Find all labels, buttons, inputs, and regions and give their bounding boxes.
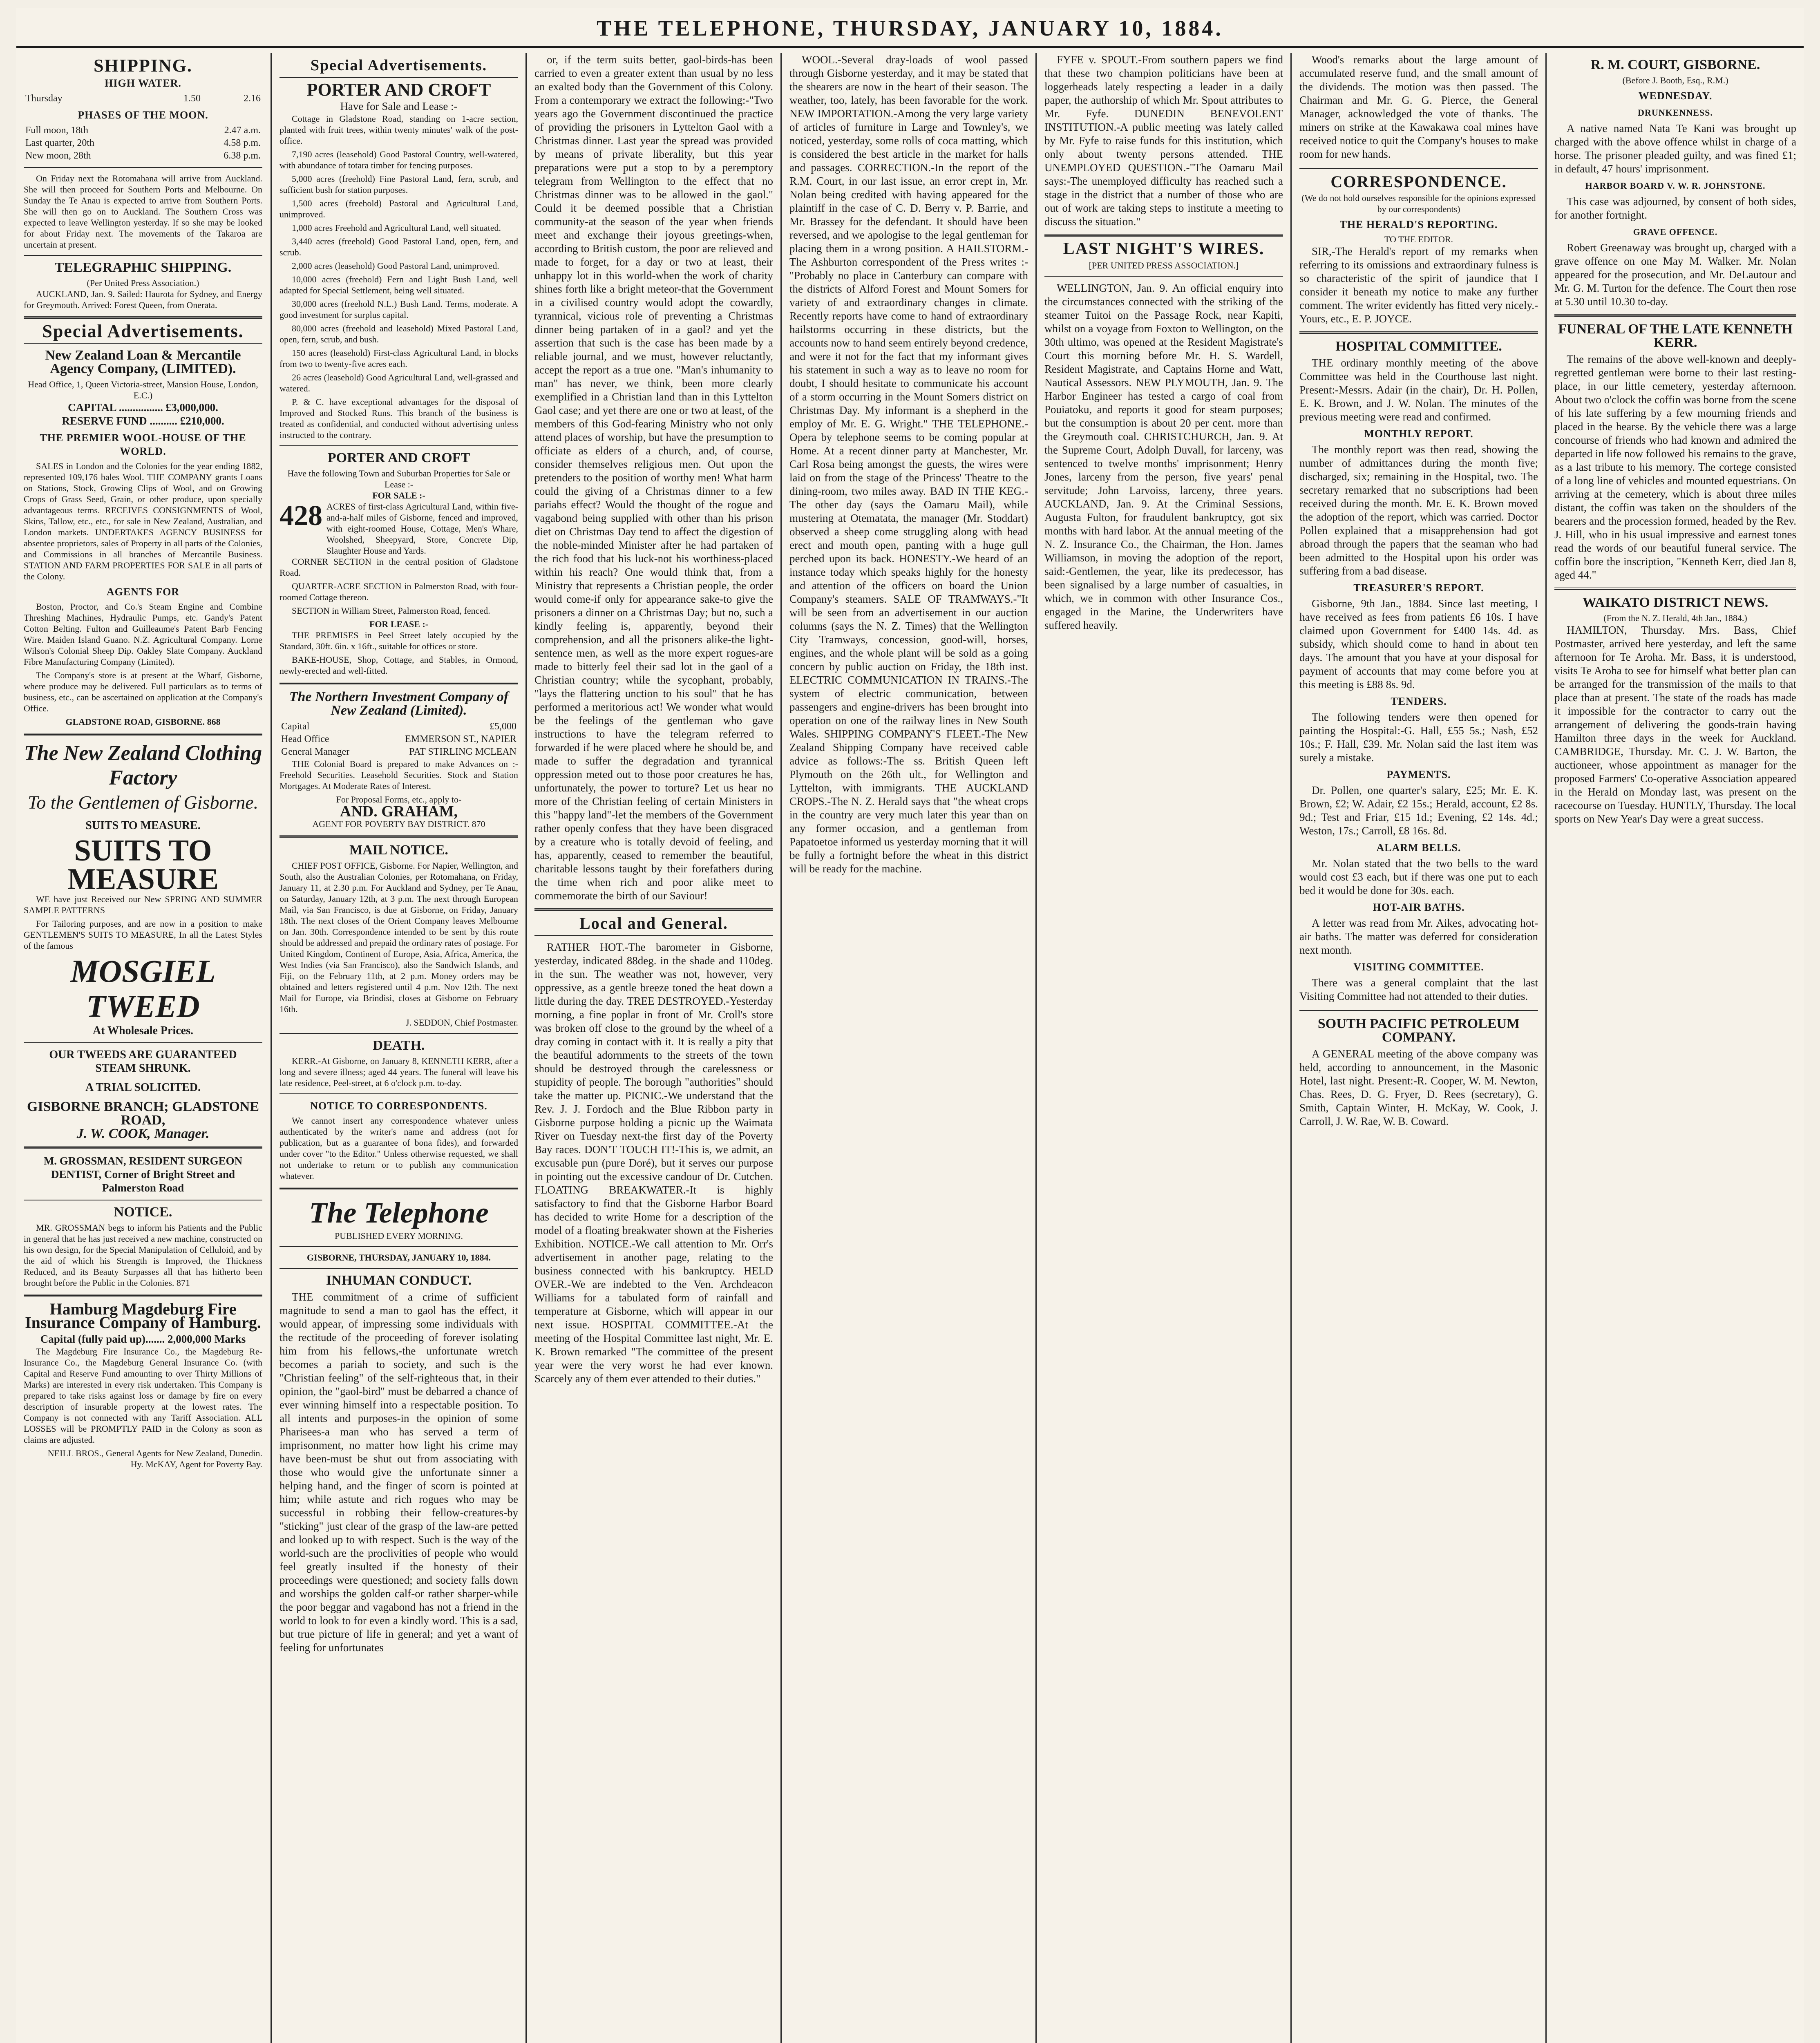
divider: [279, 1268, 518, 1269]
guaranteed-line: OUR TWEEDS ARE GUARANTEED: [49, 1048, 237, 1061]
tide-table: [24, 92, 262, 105]
nzloan-body: SALES in London and the Colonies for the year ending 1882, represented 109,176 bales Wool. THE COMPANY grants Loans on Stations, Stock, Growing Clips of Wool, and on Growing Crops of Grass Seed, Grain, or other produce, upon specially advantageous terms. RECEIVES CONSIGNMENTS of Wool, Skins, Tallow, etc., etc., for sale in New Zealand, Australian, and London markets. UNDERTAKES AGENCY BUSINESS for absentee proprietors, sales of Property in all parts of the Colonies, and Commissions in all branches of Mercantile Business. STATION AND FARM PROPERTIES FOR SALE in all parts of the Colony.: [24, 461, 262, 581]
hamburg-capital: Capital (fully paid up)....... 2,000,000 Marks: [40, 1333, 246, 1345]
divider: [24, 1146, 262, 1149]
list-item: 26 acres (leasehold) Good Agricultural Land, well-grassed and watered.: [279, 372, 518, 393]
graham-name: AND. GRAHAM,: [340, 803, 458, 820]
gisborne-address: GLADSTONE ROAD, GISBORNE. 868: [65, 717, 221, 727]
cell: £5,000: [490, 721, 516, 732]
wires-heading: LAST NIGHT'S WIRES.: [1063, 239, 1265, 258]
column-2: [272, 53, 525, 2043]
waikato-body: HAMILTON, Thursday. Mrs. Bass, Chief Postmaster, arrived here yesterday, and left the same afternoon for Te Aroha. Mr. Bass, it is understood, visits Te Aroha to see for himself what better plan can be arranged for the transmission of the mails to that place than at present. The state of the roads has made it impossible for the contractor to carry out the arrangement of delivering the goods-train having Hamilton three days in the week for Auckland. CAMBRIDGE, Thursday. Mr. C. J. W. Barton, the auctioneer, whose appointment as manager for the proposed Farmers' Co-operative Association appeared in the Herald on Monday last, was present on the racecourse on Tuesday. HUNTLY, Thursday. The local sports on New Year's Day were a great success.: [1554, 624, 1796, 825]
news-body: FYFE v. SPOUT.-From southern papers we find that these two champion politicians have been at loggerheads lately respecting a leader in a daily paper, the authorship of which Mr. Spout attributes to Mr. Fyfe. DUNEDIN BENEVOLENT INSTITUTION.-A public meeting was lately called by Mr. Fyfe to raise funds for this institution, which only about twenty persons attended. THE UNEMPLOYED QUESTION.-"The Oamaru Mail says:-The unemployed difficulty has reached such a stage in the district that a number of those who are out of work are taking steps to institute a meeting to discuss the situation.": [1044, 54, 1283, 228]
column-6: [1292, 53, 1545, 2043]
special-ads-heading: Special Advertisements.: [310, 57, 487, 74]
nzloan-reserve: RESERVE FUND .......... £210,000.: [62, 415, 224, 427]
harbor-heading: HARBOR BOARD V. W. R. JOHNSTONE.: [1585, 181, 1766, 191]
divider: [1044, 234, 1283, 237]
column-rule: [1035, 53, 1037, 2043]
william-street: SECTION in William Street, Palmerston Road, fenced.: [292, 606, 490, 616]
trial-line: A TRIAL SOLICITED.: [85, 1081, 201, 1094]
petroleum-heading: SOUTH PACIFIC PETROLEUM COMPANY.: [1317, 1016, 1520, 1045]
offence-heading: GRAVE OFFENCE.: [1633, 227, 1718, 237]
death-body: KERR.-At Gisborne, on January 8, KENNETH KERR, after a long and severe illness; aged 44 years. The funeral will leave his late residence, Peel-street, at 6 o'clock p.m. to-day.: [279, 1056, 518, 1088]
column-7: [1547, 53, 1804, 2043]
tweed-heading: TWEED: [86, 988, 200, 1024]
payments-body: Dr. Pollen, one quarter's salary, £25; Mr. E. K. Brown, £2; W. Adair, £2 15s.; Herald, account, £2 8s. 9d.; Test and Friar, £15 1d.; Evening, £2 14s. 4d.; Weston, 17s.; Carroll, £8 16s. 8d.: [1299, 784, 1538, 837]
agents-list: Boston, Proctor, and Co.'s Steam Engine and Combine Threshing Machines, Hydraulic Pumps, etc. Gandy's Patent Cotton Belting. Fulton and Guilleaume's Patent Barb Fencing Wire. Maiden Island Guano. N.Z. Agricultural Company. Lorne Wilson's Colonial Sheep Dip. Oakley Slate Company. Auckland Fibre Manufacturing Company (Limited).: [24, 601, 262, 667]
divider: [24, 343, 262, 344]
divider: [24, 1294, 262, 1296]
northern-title: The Northern Investment Company of New Zealand (Limited).: [289, 689, 509, 718]
herald-body: SIR,-The Herald's report of my remarks when referring to its omissions and extraordinary fulness is so characteristic of the spirit of jaundice that I consider it beneath my notice to make any further comment. The writer evidently has fitted very nicely.-Yours, etc., E. P. JOYCE.: [1299, 245, 1538, 325]
list-item: 5,000 acres (freehold) Fine Pastoral Land, fern, scrub, and sufficient bush for station purposes.: [279, 174, 518, 195]
hospital-body: THE ordinary monthly meeting of the above Committee was held in the Courthouse last night. Present:-Messrs. Adair (in the chair), Dr. H. Pollen, E. K. Brown, and J. W. Nolan. The minutes of the previous meeting were read and confirmed.: [1299, 357, 1538, 423]
cell: PAT STIRLING MCLEAN: [409, 747, 516, 757]
wires-source: [PER UNITED PRESS ASSOCIATION.]: [1089, 260, 1239, 270]
moon-phase: Full moon, 18th: [25, 125, 89, 136]
moon-heading: PHASES OF THE MOON.: [78, 109, 208, 121]
colonial-board: THE Colonial Board is prepared to make Advances on :- Freehold Securities. Leasehold Securities. Stock and Station Mortgages. At Moderate Rates of Interest.: [279, 759, 518, 791]
spring-patterns: WE have just Received our New SPRING AND SUMMER SAMPLE PATTERNS: [24, 894, 262, 915]
acres-number: 428: [279, 500, 322, 532]
column-rule: [1545, 53, 1547, 2043]
porter-croft-sub: Have for Sale and Lease :-: [340, 100, 458, 112]
correspondents-heading: NOTICE TO CORRESPONDENTS.: [310, 1100, 487, 1112]
telegraphic-body: AUCKLAND, Jan. 9. Sailed: Haurota for Sydney, and Energy for Greymouth. Arrived: Forest Queen, from Onerata.: [24, 289, 262, 310]
correspondence-heading: CORRESPONDENCE.: [1330, 172, 1507, 191]
column-3: [527, 53, 780, 2043]
agents-heading: AGENTS FOR: [106, 586, 180, 598]
rm-court-sub: (Before J. Booth, Esq., R.M.): [1622, 75, 1728, 85]
neill-bros: NEILL BROS., General Agents for New Zealand, Dunedin.: [47, 1448, 262, 1458]
table-row: [279, 720, 518, 733]
list-item: 80,000 acres (freehold and leasehold) Mixed Pastoral Land, open, fern, scrub, and bush.: [279, 323, 518, 344]
mail-notice-sign: J. SEDDON, Chief Postmaster.: [406, 1017, 518, 1028]
monthly-heading: MONTHLY REPORT.: [1364, 428, 1473, 440]
peel-street: THE PREMISES in Peel Street lately occupied by the Standard, 30ft. 6in. x 16ft., suitable for offices or store.: [279, 630, 518, 651]
column-rule: [525, 53, 527, 2043]
newspaper-page: [16, 8, 1804, 2043]
table-row: [279, 746, 518, 758]
payments-heading: PAYMENTS.: [1386, 769, 1451, 780]
divider: [279, 1033, 518, 1034]
rm-court-body: A native named Nata Te Kani was brought up charged with the above offence whilst in charge of a horse. The prisoner pleaded guilty, and was fined £1; in default, 47 hours' imprisonment.: [1554, 122, 1796, 175]
divider: [1299, 331, 1538, 334]
mosgiel-heading: MOSGIEL: [70, 953, 216, 989]
divider: [279, 1187, 518, 1189]
column-rule: [1290, 53, 1292, 2043]
list-item: 10,000 acres (freehold) Fern and Light Bush Land, well adapted for Special Settlement, being well situated.: [279, 274, 518, 295]
notice-body: MR. GROSSMAN begs to inform his Patients and the Public in general that he has just received a new machine, constructed on his own design, for the Special Manipulation of Celluloid, and by the aid of which his Strength is Improved, the Thickness Reduced, and its Beauty Surpasses all that has hitherto been brought before the Public in the Colonies. 871: [24, 1223, 262, 1288]
tenders-body: The following tenders were then opened for painting the Hospital:-G. Hall, £55 5s.; Nash, £52 10s.; F. Hall, £39. Mr. Nolan said the last item was surely a mistake.: [1299, 711, 1538, 764]
moon-time: 2.47 a.m.: [224, 125, 261, 136]
divider: [534, 908, 773, 911]
divider: [1299, 1009, 1538, 1011]
list-item: 1,000 acres Freehold and Agricultural Land, well situated.: [292, 223, 501, 233]
correspondence-note: (We do not hold ourselves responsible for the opinions expressed by our correspondents): [1301, 193, 1536, 214]
monthly-body: The monthly report was then read, showing the number of admittances during the month five; discharged, six; remaining in the Hospital, two. The secretary remarked that no subscriptions had been received during the month. Mr. E. K. Brown moved the adoption of the report, which was carried. Doctor Pollen explained that a misapprehension had got abroad through the papers that the seaman who had been admitted to the Hospital upon his order was suffering from a bad disease.: [1299, 443, 1538, 577]
corner-section: CORNER SECTION in the central position of Gladstone Road.: [279, 557, 518, 578]
northern-table: [279, 720, 518, 758]
list-item: 3,440 acres (freehold) Good Pastoral Land, open, fern, and scrub.: [279, 236, 518, 257]
hamburg-title: Hamburg Magdeburg Fire Insurance Company of Hamburg.: [25, 1300, 261, 1332]
mail-notice-heading: MAIL NOTICE.: [349, 843, 448, 858]
editorial-body: or, if the term suits better, gaol-birds-has been carried to even a greater extent than usual by no less an exalted body than the Government of this Colony. From a contemporary we extract the following:-"Two years ago the Government discontinued the practice of providing the prisoners in Lyttelton Gaol with a Christmas dinner. Last year the spread was provided by means of private liberality, but this year preparations were put a stop to by a peremptory telegram from Wellington to the effect that no Christmas dinner was to be allowed in the gaol." Could it be deemed possible that a Christian community-at the season of the year when friends meet and exchange their joyous greetings-when, according to British custom, the poor are relieved and made to forget, for a day or two at least, their unhappy lot in this world-when the work of charity shines forth like a bright meteor-that the Government in a civilised country would adopt the cowardly, tyrannical, vicious role of preventing a Christmas dinner being partaken of in a gaol? and yet the assertion that such is the case has been made by a reliable journal, and we must, however reluctantly, accept the report as a true one. "Man's inhumanity to man" has never, we think, been more clearly exemplified in a Christian land than in this Lyttelton Gaol case; and yet there are one or two at least, of the members of this God-fearing Ministry who not only attend places of worship, but have the presumption to officiate as elders of a church, and, of course, consider themselves religious men. Out upon the pretenders to the position of worthy men! What harm could the giving of a Christmas dinner to a few pariahs effect? Would the thought of the rogue and vagabond being supplied with other than his prison diet on Christmas Day tend to affect the digestion of the noble-minded Minister after he had partaken of the rich food that his luck-not his worthiness-placed within his reach? One would think that, from a Ministry that represents a Christian people, the order would come-if only for appearance sake-to give the prisoners a dinner on a Christmas Day; but no, such a kindly feeling is, apparently, beyond their comprehension, and all the prisoners alike-the light-sentence men, as well as the more expert rogues-are made to bitterly feel their sad lot in the gaol of a Christian country; while the sycophant, probably, "lays the flattering unction to his soul" that he has performed a meritorious act! We wonder what would be the feelings of the gentleman who gave instructions to have the telegram referred to forwarded if he were placed where he should be, and made to suffer the degradation and tyrannical oppression meted out to those poor creatures he has, unfortunately, the power to torture? Let us hear no more of the Christian feeling of certain Ministers in this "happy land"-let the members of the Government rather openly confess that they have been disgraced by a creature who is totally devoid of feeling, and has, apparently, ceased to remember the beautiful, charitable lessons taught by their forefathers during the time when rich and poor alike meet to commemorate the birth of our Saviour!: [534, 54, 773, 902]
divider: [279, 682, 518, 684]
porter-croft-body: P. & C. have exceptional advantages for the disposal of Improved and Stocked Runs. This branch of the business is treated as confidential, and conducted without advertising unless instructed to the contrary.: [279, 397, 518, 440]
mckay-agent: Hy. McKAY, Agent for Poverty Bay.: [130, 1459, 262, 1469]
divider: [279, 77, 518, 78]
special-ads-heading: Special Advertisements.: [42, 321, 244, 341]
inhuman-heading: INHUMAN CONDUCT.: [326, 1273, 472, 1288]
column-1: [16, 53, 270, 2043]
suits-small: SUITS TO MEASURE.: [85, 819, 201, 832]
mail-notice-body: CHIEF POST OFFICE, Gisborne. For Napier, Wellington, and South, also the Australian Colonies, per Rotomahana, on Friday, January 11, at 2.30 p.m. For Auckland and Sydney, per Te Anau, on Saturday, January 12th, at 3 p.m. The next through European Mail, via San Francisco, is due at Gisborne, on Friday, January 18th. The next closes of the Orient Company leaves Melbourne on Jan. 30th. Correspondence intended to be sent by this route should be addressed and prepaid the ordinary rates of postage. For United Kingdom, Continent of Europe, Asia, Africa, America, the West Indies (via San Francisco), also the Sandwich Islands, and Fiji, on the February 11th, at 2 p.m. Money orders may be obtained and letters registered until 4 p.m. Nov 12th. The next Mail for Europe, via Brindisi, closes at Gisborne on February 16th.: [279, 861, 518, 1014]
hospital-heading: HOSPITAL COMMITTEE.: [1335, 339, 1502, 354]
funeral-heading: FUNERAL OF THE LATE KENNETH KERR.: [1558, 322, 1793, 350]
for-sale-heading: FOR SALE :-: [372, 490, 425, 501]
wednesday-heading: WEDNESDAY.: [1638, 90, 1713, 102]
tenders-heading: TENDERS.: [1391, 695, 1447, 707]
nzloan-title: New Zealand Loan & Mercantile Agency Company, (LIMITED).: [45, 348, 241, 376]
shipping-note: On Friday next the Rotomahana will arrive from Auckland. She will then proceed for Southern Ports and Melbourne. On Sunday the Te Anau is expected to arrive from Southern Ports. She will then go on to Auckland. The Southern Cross was expected to leave Wellington yesterday. If so she may be looked for about Friday next. The movements of the Takaroa are uncertain at present.: [24, 173, 262, 250]
page-masthead: THE TELEPHONE, THURSDAY, JANUARY 10, 1884.: [16, 11, 1804, 48]
acres-text: ACRES of first-class Agricultural Land, within five-and-a-half miles of Gisborne, fenced and improved, with eight-roomed House, Cottage, Men's Whare, Woolshed, Sheepyard, Store, Concrete Dip, Slaughter House and Yards.: [326, 501, 518, 556]
property-list: [279, 113, 518, 394]
table-row: [24, 137, 262, 150]
list-item: 150 acres (leasehold) First-class Agricultural Land, in blocks from two to twenty-five acres each.: [279, 348, 518, 369]
tide-pm: 2.16: [244, 93, 261, 104]
proposal-line: For Proposal Forms, etc., apply to-: [336, 794, 462, 805]
list-item: 7,190 acres (leasehold) Good Pastoral Country, well-watered, with abundance of totara timber for fencing purposes.: [279, 149, 518, 170]
divider: [1554, 314, 1796, 317]
visiting-heading: VISITING COMMITTEE.: [1353, 961, 1484, 973]
for-lease-heading: FOR LEASE :-: [369, 619, 429, 629]
cell: EMMERSON ST., NAPIER: [405, 734, 516, 744]
notice-heading: NOTICE.: [114, 1205, 172, 1220]
death-heading: DEATH.: [373, 1038, 425, 1053]
moon-phase: New moon, 28th: [25, 150, 91, 161]
divider: [24, 316, 262, 319]
porter-croft-sub-2: Have the following Town and Suburban Properties for Sale or Lease :-: [287, 468, 510, 490]
company-store: The Company's store is at present at the Wharf, Gisborne, where produce may be delivered. Full particulars as to terms of business, etc., can be ascertained on application at the Company's Office.: [24, 670, 262, 713]
table-row: [24, 124, 262, 137]
tide-am: 1.50: [183, 93, 201, 104]
local-general-body: RATHER HOT.-The barometer in Gisborne, yesterday, indicated 88deg. in the shade and 110deg. in the sun. The weather was not, however, very oppressive, as a gentle breeze toned the heat down a little during the day. TREE DESTROYED.-Yesterday morning, a fine poplar in front of Mr. Croll's store was broken off close to the ground by the wheel of a dray coming in contact with it. It is really a pity that the beautiful adornments to the streets of the town should be destroyed through the carelessness or stupidity of people. The borough "authorities" should take the matter up. PICNIC.-We understand that the Rev. J. J. Fordoch and the Blue Ribbon party in Gisborne purpose holding a picnic up the Waimata River on Tuesday next-the first day of the Poverty Bay races. DON'T TOUCH IT!-This is, we admit, an excusable pun (pure Doré), but it serves our purpose in pointing out the excessive candour of Dr. Cutchen. FLOATING BREAKWATER.-It is highly satisfactory to find that the Gisborne Harbor Board has decided to write Home for a description of the model of a floating breakwater shown at the Fisheries Exhibition. NOTICE.-We call attention to Mr. Orr's advertisement in another page, relating to the business connected with his bankruptcy. HELD OVER.-We are indebted to the Ven. Archdeacon Williams for a tabulated form of rainfall and temperature at Gisborne, which will appear in our next issue. HOSPITAL COMMITTEE.-At the meeting of the Hospital Committee last night, Mr. E. K. Brown remarked "The committee of the present year were the very worst he had ever known. Scarcely any of them ever attended to their duties.": [534, 941, 773, 1385]
divider: [24, 1042, 262, 1043]
moon-table: [24, 124, 262, 162]
nzloan-capital: CAPITAL ................ £3,000,000.: [68, 401, 218, 414]
hamburg-body: The Magdeburg Fire Insurance Co., the Magdeburg Re-Insurance Co., the Magdeburg General Insurance Co. (with Capital and Reserve Fund amounting to over Thirty Millions of Marks) are interested in every risk undertaken. This Company is prepared to take risks against loss or damage by fire on every description of insurable property at the lowest rates. The Company is not connected with any Tariff Association. ALL LOSSES will be PROMPTLY PAID in the Colony as soon as claims are adjusted.: [24, 1346, 262, 1445]
branch-line: GISBORNE BRANCH; GLADSTONE ROAD,: [27, 1099, 259, 1128]
list-item: 2,000 acres (leasehold) Good Pastoral Land, unimproved.: [292, 261, 499, 271]
list-item: 30,000 acres (freehold N.L.) Bush Land. Terms, moderate. A good investment for surplus capital.: [279, 299, 518, 320]
telegraphic-heading: TELEGRAPHIC SHIPPING.: [54, 260, 232, 275]
cell: Head Office: [281, 734, 329, 744]
local-general-heading: Local and General.: [579, 914, 728, 932]
table-row: [24, 150, 262, 162]
waikato-heading: WAIKATO DISTRICT NEWS.: [1582, 595, 1769, 610]
visiting-body: There was a general complaint that the last Visiting Committee had not attended to their duties.: [1299, 977, 1538, 1002]
correspondents-body: We cannot insert any correspondence whatever unless authenticated by the writer's name and address (not for publication, but as a guarantee of bona fides), and forwarded under cover "to the Editor." Unless otherwise requested, we shall not undertake to return or to publish any communication whatever.: [279, 1115, 518, 1181]
divider: [24, 733, 262, 735]
bakehouse: BAKE-HOUSE, Shop, Cottage, and Stables, in Ormond, newly-erected and well-fitted.: [279, 655, 518, 676]
petroleum-body: A GENERAL meeting of the above company was held, according to announcement, in the Masonic Hotel, last night. Present:-R. Cooper, W. M. Newton, Chas. Rees, D. G. Fryer, D. Rees (secretary), G. Smith, Captain Winter, H. McKay, W. Cook, J. Carroll, J. W. Rae, W. B. Coward.: [1299, 1048, 1538, 1127]
column-rule: [780, 53, 782, 2043]
moon-time: 6.38 p.m.: [224, 150, 261, 161]
column-5: [1037, 53, 1290, 2043]
divider: [279, 1246, 518, 1247]
inhuman-body: THE commitment of a crime of sufficient magnitude to send a man to gaol has the effect, it would appear, of impressing some individuals with the rectitude of the proceeding of forever isolating him from his fellows,-the unfortunate wretch becomes a pariah to society, and such is the "Christian feeling" of the self-righteous that, in their opinion, the "gaol-bird" must be debarred a chance of ever winning himself into a respectable position. To all intents and purposes-in the opinion of some Pharisees-a man who has served a term of imprisonment, no matter how light his crime may have been-must be shut out from associating with those who would give the unfortunate sinner a helping hand, and the finger of scorn is pointed at him; while astute and rich rogues who may be successful in robbing their fellow-creatures-by "sticking" just clear of the grasp of the law-are petted and looked up to with respect. Such is the way of the world-such are the proclivities of people who would feel greatly insulted if the honesty of their proceedings were questioned; and society falls down and worships the golden calf-or rather sharper-while the poor beggar and vagabond has not a friend in the world to look to for even a kindly word. This is a sad, but true picture of life in general; and yet a want of feeling for unfortunates: [279, 1291, 518, 1654]
tide-day: Thursday: [25, 93, 63, 104]
wool-house-heading: THE PREMIER WOOL-HOUSE OF THE WORLD.: [40, 432, 246, 457]
baths-heading: HOT-AIR BATHS.: [1373, 901, 1465, 913]
column-4: [782, 53, 1035, 2043]
published-line: PUBLISHED EVERY MORNING.: [335, 1231, 463, 1241]
quarter-acre: QUARTER-ACRE SECTION in Palmerston Road, with four-roomed Cottage thereon.: [279, 581, 518, 602]
nzloan-office: Head Office, 1, Queen Victoria-street, Mansion House, London, E.C.): [28, 379, 258, 400]
news-continued: Wood's remarks about the large amount of accumulated reserve fund, and the small amount of the dividends. The motion was then passed. The Chairman and Mr. G. G. Pierce, the General Manager, acknowledged the vote of thanks. The miners on strike at the Kawakawa coal mines have received notice to quit the Company's houses to make room for new hands.: [1299, 54, 1538, 160]
table-row: [24, 92, 262, 105]
list-item: Cottage in Gladstone Road, standing on 1-acre section, planted with fruit trees, within twenty minutes' walk of the post-office.: [279, 114, 518, 146]
clothing-factory-title: The New Zealand Clothing Factory: [24, 742, 262, 789]
suits-big: SUITS TO MEASURE: [67, 834, 219, 896]
paper-nameplate: The Telephone: [309, 1196, 489, 1229]
telegraphic-source: (Per United Press Association.): [87, 278, 199, 288]
offence-body: Robert Greenaway was brought up, charged with a grave offence on one May M. Walker. Mr. Nolan appeared for the prosecution, and Mr. DeLautour and Mr. G. M. Turton for the defence. The Court then rose at 5.30 until 10.30 to-day.: [1554, 241, 1796, 308]
dateline: GISBORNE, THURSDAY, JANUARY 10, 1884.: [307, 1252, 491, 1263]
porter-croft-title: PORTER AND CROFT: [306, 80, 491, 100]
cell: Capital: [281, 721, 310, 732]
divider: [24, 255, 262, 256]
divider: [24, 167, 262, 168]
cell: General Manager: [281, 747, 350, 757]
manager-line: J. W. COOK, Manager.: [76, 1126, 210, 1141]
local-news-body: WOOL.-Several dray-loads of wool passed through Gisborne yesterday, and it may be stated that the shearers are now in the heart of their season. The weather, too, lately, has been favorable for the work. NEW IMPORTATION.-Among the very large variety of articles of furniture in Large and Townley's, we noticed, yesterday, some rolls of coca matting, which is considered the best article in the market for halls and passages. CORRECTION.-In the report of the R.M. Court, in our last issue, an error crept in, Mr. Nolan being credited with having appeared for the plaintiff in the case of C. D. Berry v. P. Barrie, and Mr. Brassey for the defendant. It should have been reversed, and we apologise to the legal gentleman for placing them in a wrong position. A HAILSTORM.-The Ashburton correspondent of the Press writes :-"Probably no place in Canterbury can compare with the districts of Alford Forest and Mount Somers for variety of and extraordinary changes in climate. Recently reports have come to hand of extraordinary hailstorms occurring in these districts, but the accounts now to hand seem entirely beyond credence, and were it not for the fact that my informant gives his statement in such a way as to leave no room for doubt, I should hesitate to communicate his account of a storm occurring in the Mount Somers district on Christmas Day. My informant is a shepherd in the employ of Mr. E. G. Wright." THE TELEPHONE.-Opera by telephone seems to be coming popular at Home. At a recent dinner party at Manchester, Mr. Carl Rosa being amongst the guests, the wires were laid on from the stage of the Princess' Theatre to the dining-room, two miles away. BAD IN THE KEG.-The other day (says the Oamaru Mail), while mustering at Otematata, the manager (Mr. Stoddart) observed a sheep come struggling along with head erect and mouth open, panting with a huge gull perched upon its back. HONESTY.-We heard of an instance today which speaks highly for the honesty and attention of the officers on board the Union Company's steamers. SALE OF TRAMWAYS.-"It will be seen from an advertisement in our auction columns (says the N. Z. Times) that the Wellington City Tramways, concession, good-will, horses, engines, and the whole plant will be sold as a going concern by public auction on Friday, the 18th inst. ELECTRIC COMMUNICATION IN TRAINS.-The system of electric communication, between passengers and engine-drivers has been brought into operation on one of the railway lines in New South Wales. SHIPPING COMPANY'S FLEET.-The New Zealand Shipping Company have received cable advice as follows:-The ss. British Queen left Plymouth on the 26th ult., for Wellington and Lyttelton, with immigrants. THE AUCKLAND CROPS.-The N. Z. Herald says that "the wheat crops in the country are very much later this year than on any former occasion, and a gentleman from Papatoetoe informed us yesterday morning that it will be fully a fortnight before the wheat in this district will be ready for the machine.: [789, 54, 1028, 875]
column-rule: [271, 53, 272, 2043]
high-water-heading: HIGH WATER.: [105, 77, 181, 89]
alarm-heading: ALARM BELLS.: [1376, 842, 1461, 854]
divider: [1554, 588, 1796, 590]
rm-court-heading: R. M. COURT, GISBORNE.: [1590, 57, 1760, 72]
moon-phase: Last quarter, 20th: [25, 138, 94, 148]
graham-sub: AGENT FOR POVERTY BAY DISTRICT. 870: [312, 819, 485, 829]
moon-time: 4.58 p.m.: [224, 138, 261, 148]
wires-body: WELLINGTON, Jan. 9. An official enquiry into the circumstances connected with the striking of the steamer Tuitoi on the Passage Rock, near Kapiti, whilst on a voyage from Foxton to Wellington, on the 30th ultimo, was opened at the Resident Magistrate's Court this morning before Mr. H. S. Wardell, Resident Magistrate, and Captains Horne and Watt, Nautical Assessors. NEW PLYMOUTH, Jan. 9. The Harbor Engineer has tested a cargo of coal from Pouiatoku, and reports it good for steam purposes; but the consumption is about 20 per cent. more than the Greymouth coal. CHRISTCHURCH, Jan. 9. At the Supreme Court, Adolph Duvall, for larceny, was sentenced to twelve months' imprisonment; Henry Jones, larceny from the person, five years' penal servitude; John Larvoiss, larceny, three years. AUCKLAND, Jan. 9. At the Criminal Sessions, Augusta Fulton, for fraudulent bankruptcy, got six months with hard labor. At the annual meeting of the N. Z. Insurance Co., the Chairman, the Hon. James Williamson, in moving the adoption of the report, said:-Gentlemen, the year, like its predecessor, has been signalised by a large number of casualties, in which, we in common with other Insurance Cos., engaged in the Marine, the Underwriters have suffered heavily.: [1044, 282, 1283, 631]
waikato-source: (From the N. Z. Herald, 4th Jan., 1884.): [1603, 613, 1747, 623]
drunkenness-heading: DRUNKENNESS.: [1638, 107, 1713, 118]
alarm-body: Mr. Nolan stated that the two bells to the ward would cost £3 each, but if there was one put to each bed it would be done for 30s. each.: [1299, 857, 1538, 896]
divider: [1299, 167, 1538, 169]
gentlemen-heading: To the Gentlemen of Gisborne.: [27, 792, 259, 813]
wholesale-line: At Wholesale Prices.: [93, 1024, 193, 1037]
porter-croft-title-2: PORTER AND CROFT: [327, 450, 470, 465]
treasurer-heading: TREASURER'S REPORT.: [1353, 582, 1484, 594]
shrunk-line: STEAM SHRUNK.: [95, 1062, 191, 1075]
divider: [279, 835, 518, 838]
funeral-body: The remains of the above well-known and deeply-regretted gentleman were borne to their last resting-place, in our little cemetery, yesterday afternoon. About two o'clock the coffin was borne from the scene of his late suffering by a few mourning friends and placed in the hearse. By the vehicle there was a large concourse of friends who had known and admired the departed in life now followed his remains to the grave, as a last tribute to his memory. The cortege consisted of a long line of vehicles and mounted equestrians. On arriving at the cemetery, which is about three miles distant, the coffin was taken on the shoulders of the bearers and the procession formed, headed by the Rev. J. Hill, who in his usual impressive and earnest tones read the words of our beautiful funeral service. The coffin bore the inscription, "Kenneth Kerr, died Jan 8, aged 44.": [1554, 353, 1796, 581]
herald-to: TO THE EDITOR.: [1384, 234, 1453, 244]
tailoring-text: For Tailoring purposes, and are now in a position to make GENTLEMEN'S SUITS TO MEASURE, In all the Latest Styles of the famous: [24, 919, 262, 951]
table-row: [279, 733, 518, 746]
divider: [279, 1093, 518, 1094]
harbor-body: This case was adjourned, by consent of both sides, for another fortnight.: [1554, 195, 1796, 221]
divider: [534, 935, 773, 936]
divider: [1044, 276, 1283, 277]
divider: [279, 445, 518, 446]
treasurer-body: Gisborne, 9th Jan., 1884. Since last meeting, I have received as fees from patients £6 10s. I have claimed upon Government for £400 14s. 4d. as subsidy, which should come to hand in about ten days. The amount that you have at your disposal for payment of accounts that may come before you at this meeting is £88 8s. 9d.: [1299, 597, 1538, 691]
shipping-heading: SHIPPING.: [94, 56, 192, 76]
baths-body: A letter was read from Mr. Aikes, advocating hot-air baths. The matter was deferred for consideration next month.: [1299, 917, 1538, 956]
dentist-ad: M. GROSSMAN, RESIDENT SURGEON DENTIST, Corner of Bright Street and Palmerston Road: [43, 1155, 243, 1194]
list-item: 1,500 acres (freehold) Pastoral and Agricultural Land, unimproved.: [279, 198, 518, 219]
acres-ad: [279, 501, 518, 556]
herald-heading: THE HERALD'S REPORTING.: [1339, 219, 1498, 230]
